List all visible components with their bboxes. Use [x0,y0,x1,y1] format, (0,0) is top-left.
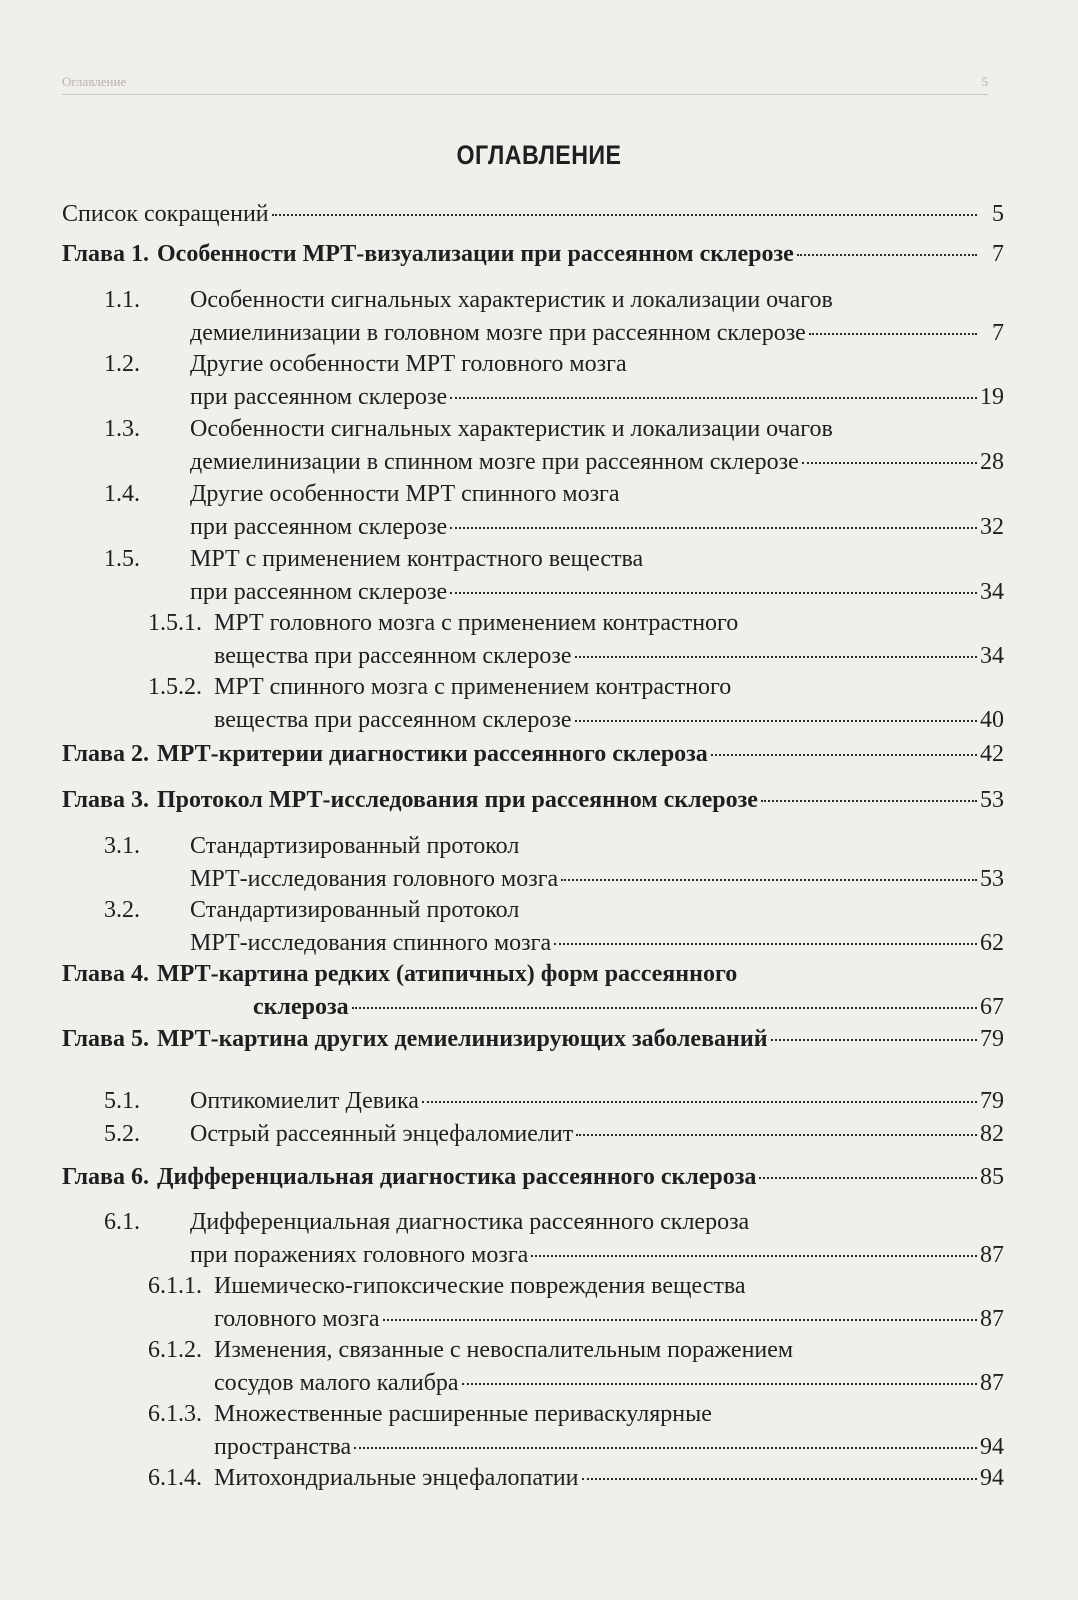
dot-leader [761,800,977,802]
toc-entry [62,284,1004,349]
toc-entry-number: 5.1. [104,1088,140,1114]
running-head-text: Оглавление [62,74,127,89]
toc-entry-title-line: при рассеянном склерозе [190,513,448,540]
toc-entry-title-line: склероза [253,993,349,1020]
toc-entry-number: 3.1. [104,833,140,859]
toc-entry [62,671,1004,736]
toc-page-number: 79 [980,1088,1004,1114]
toc-entry-number: 1.2. [104,351,140,377]
dot-leader [354,1447,977,1449]
toc-page-number: 67 [980,993,1004,1020]
dot-leader [759,1177,977,1179]
toc-entry [62,1334,1004,1399]
toc-entry [62,348,1004,413]
toc-page-number: 87 [980,1241,1004,1268]
toc-entry [62,1118,1004,1151]
dot-leader [554,943,977,945]
toc-page-number: 42 [980,741,1004,767]
toc-entry-title-line: при рассеянном склерозе [190,578,448,605]
toc-entry-number: 6.1.4. [148,1465,202,1491]
toc-entry-title-line: МРТ с применением контрастного вещества [190,546,644,572]
toc-entry [62,607,1004,672]
toc-entry [62,478,1004,543]
toc-entry-title-line: Ишемическо-гипоксические повреждения вещества [214,1273,746,1299]
toc-entry [62,543,1004,608]
toc-chapter-entry [62,958,1004,1023]
toc-entry-title-line: при рассеянном склерозе [190,383,448,410]
toc-entry-title-line: демиелинизации в головном мозге при рассеянном склерозе [190,319,806,346]
toc-chapter-entry [62,1023,1004,1056]
toc-entry-title-line: Множественные расширенные периваскулярные [214,1401,712,1427]
dot-leader [797,254,977,256]
dot-leader [450,527,977,529]
toc-entry-title-line: Стандартизированный протокол [190,833,520,859]
dot-leader [272,214,977,216]
dot-leader [352,1007,977,1009]
toc-entry-title-line: МРТ-исследования спинного мозга [190,929,552,956]
dot-leader [771,1039,977,1041]
toc-entry [62,1462,1004,1495]
dot-leader [531,1255,977,1257]
toc-entry-title-line: вещества при рассеянном склерозе [214,706,572,733]
running-head-page-number: 5 [981,74,988,89]
toc-entry-title-line: сосудов малого калибра [214,1369,459,1396]
toc-entry-title-line: Оптикомиелит Девика [190,1088,419,1114]
toc-page-number: 28 [980,448,1004,475]
toc-entry-title-line: Стандартизированный протокол [190,897,520,923]
toc-entry-title-line: при поражениях головного мозга [190,1241,529,1268]
dot-leader [582,1478,977,1480]
running-head [62,72,988,95]
toc-entry-title-line: Дифференциальная диагностика рассеянного склероза [157,1164,757,1190]
toc-page-number: 7 [992,319,1004,346]
toc-page-number: 34 [980,578,1004,605]
toc-entry-number: 6.1.3. [148,1401,202,1427]
toc-entry-title-line: Протокол МРТ-исследования при рассеянном склерозе [157,787,758,813]
toc-entry-number: 1.5.1. [148,610,202,636]
dot-leader [809,333,977,335]
toc-chapter-entry [62,238,1004,271]
toc-page-number: 85 [980,1164,1004,1190]
dot-leader [422,1101,977,1103]
toc-entry-title-line: МРТ-критерии диагностики рассеянного склероза [157,741,708,767]
toc-entry-number: 6.1.1. [148,1273,202,1299]
toc-chapter-entry [62,784,1004,817]
toc-page-number: 5 [992,201,1004,227]
toc-page-number: 34 [980,642,1004,669]
toc-chapter-entry [62,1161,1004,1194]
toc-entry [62,413,1004,478]
toc-entry-number: 1.1. [104,287,140,313]
toc-entry-title-line: МРТ-картина редких (атипичных) форм рассеянного [157,961,738,987]
toc-entry-title-line: Другие особенности МРТ головного мозга [190,351,627,377]
toc-entry-title-line: Дифференциальная диагностика рассеянного склероза [190,1209,750,1235]
toc-entry-title-line: Особенности сигнальных характеристик и локализации очагов [190,287,833,313]
toc-page-number: 82 [980,1121,1004,1147]
toc-entry-title-line: МРТ-исследования головного мозга [190,865,559,892]
toc-page-number: 87 [980,1305,1004,1332]
toc-page-number: 53 [980,787,1004,813]
toc-page-number: 40 [980,706,1004,733]
toc-entry-title-line: вещества при рассеянном склерозе [214,642,572,669]
toc-entry-title-line: Острый рассеянный энцефаломиелит [190,1121,574,1147]
toc-entry [62,1398,1004,1463]
dot-leader [450,397,977,399]
toc-entry [62,1270,1004,1335]
toc-entry-number: Глава 2. [62,741,149,767]
dot-leader [576,1134,977,1136]
dot-leader [462,1383,977,1385]
toc-entry-title-line: Изменения, связанные с невоспалительным поражением [214,1337,794,1363]
toc-page-number: 79 [980,1026,1004,1052]
toc-page-number: 32 [980,513,1004,540]
toc-entry [62,830,1004,895]
toc-page-number: 53 [980,865,1004,892]
toc-page-number: 94 [980,1433,1004,1460]
toc-entry [62,198,1004,231]
toc-entry-title-line: Особенности сигнальных характеристик и локализации очагов [190,416,833,442]
toc-entry-title-line: Список сокращений [62,201,269,227]
dot-leader [383,1319,978,1321]
toc-page-number: 7 [992,241,1004,267]
toc-entry-title-line: МРТ-картина других демиелинизирующих заболеваний [157,1026,768,1052]
page-title: ОГЛАВЛЕНИЕ [456,140,622,170]
toc-entry-number: 3.2. [104,897,140,923]
toc-entry [62,1085,1004,1118]
toc-entry-title-line: МРТ спинного мозга с применением контрастного [214,674,732,700]
toc-entry-number: 5.2. [104,1121,140,1147]
toc-entry-number: Глава 5. [62,1026,149,1052]
toc-entry-title-line: демиелинизации в спинном мозге при рассеянном склерозе [190,448,799,475]
toc-entry-title-line: МРТ головного мозга с применением контрастного [214,610,739,636]
toc-entry-title-line: Особенности МРТ-визуализации при рассеянном склерозе [157,241,794,267]
toc-entry-title-line: Митохондриальные энцефалопатии [214,1465,579,1491]
toc-entry-number: 6.1.2. [148,1337,202,1363]
toc-entry [62,1206,1004,1271]
toc-page-number: 19 [980,383,1004,410]
toc-page-number: 94 [980,1465,1004,1491]
dot-leader [711,754,977,756]
toc-entry-number: Глава 1. [62,241,149,267]
toc-entry [62,894,1004,959]
toc-entry-number: Глава 4. [62,961,149,987]
toc-entry-number: Глава 3. [62,787,149,813]
toc-chapter-entry [62,738,1004,771]
dot-leader [450,592,977,594]
dot-leader [575,656,977,658]
toc-entry-number: 1.5.2. [148,674,202,700]
toc-entry-number: Глава 6. [62,1164,149,1190]
toc-entry-number: 1.3. [104,416,140,442]
toc-entry-number: 6.1. [104,1209,140,1235]
toc-page-number: 62 [980,929,1004,956]
toc-page-number: 87 [980,1369,1004,1396]
toc-entry-number: 1.5. [104,546,140,572]
toc-entry-number: 1.4. [104,481,140,507]
toc-entry-title-line: Другие особенности МРТ спинного мозга [190,481,620,507]
dot-leader [802,462,977,464]
toc-entry-title-line: пространства [214,1433,352,1460]
dot-leader [575,720,977,722]
dot-leader [561,879,977,881]
toc-entry-title-line: головного мозга [214,1305,380,1332]
